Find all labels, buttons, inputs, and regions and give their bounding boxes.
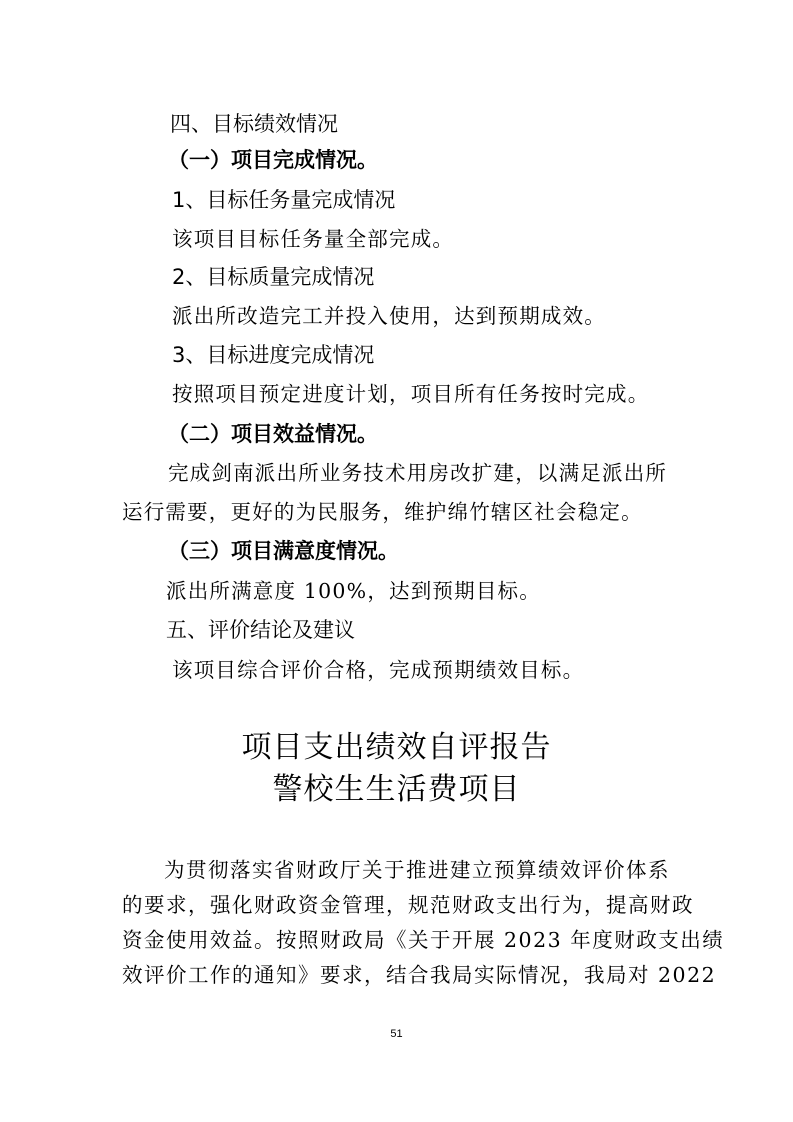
item-3-title: 3、目标进度完成情况 — [172, 343, 375, 367]
subsection-2-heading: （二）项目效益情况。 — [168, 422, 378, 446]
intro-paragraph — [122, 853, 725, 993]
conclusion-text: 该项目综合评价合格，完成预期绩效目标。 — [172, 658, 585, 682]
subsection-3-heading: （三）项目满意度情况。 — [168, 539, 399, 563]
item-2-title: 2、目标质量完成情况 — [172, 265, 375, 289]
report-title: 项目支出绩效自评报告 — [241, 730, 552, 765]
section-4-heading: 四、目标绩效情况 — [170, 112, 338, 136]
intro-line: 为贯彻落实省财政厅关于推进建立预算绩效评价体系 — [164, 858, 670, 882]
item-1-text: 该项目目标任务量全部完成。 — [172, 227, 455, 251]
item-2-text: 派出所改造完工并投入使用，达到预期成效。 — [172, 304, 606, 328]
benefit-text-line-2: 运行需要，更好的为民服务，维护绵竹辖区社会稳定。 — [122, 500, 643, 524]
intro-line: 的要求，强化财政资金管理，规范财政支出行为，提高财政 — [122, 893, 694, 917]
section-5-heading: 五、评价结论及建议 — [166, 618, 355, 642]
intro-line: 效评价工作的通知》要求，结合我局实际情况，我局对 2022 — [122, 963, 717, 987]
satisfaction-text: 派出所满意度 100%，达到预期目标。 — [166, 579, 541, 603]
benefit-text-line-1: 完成剑南派出所业务技术用房改扩建，以满足派出所 — [168, 461, 668, 485]
page-number: 51 — [390, 1028, 403, 1040]
subsection-1-heading: （一）项目完成情况。 — [168, 148, 378, 172]
item-3-text: 按照项目预定进度计划，项目所有任务按时完成。 — [172, 382, 650, 406]
report-subtitle: 警校生生活费项目 — [272, 772, 521, 807]
intro-line: 资金使用效益。按照财政局《关于开展 2023 年度财政支出绩 — [122, 928, 725, 952]
item-1-title: 1、目标任务量完成情况 — [172, 188, 396, 212]
